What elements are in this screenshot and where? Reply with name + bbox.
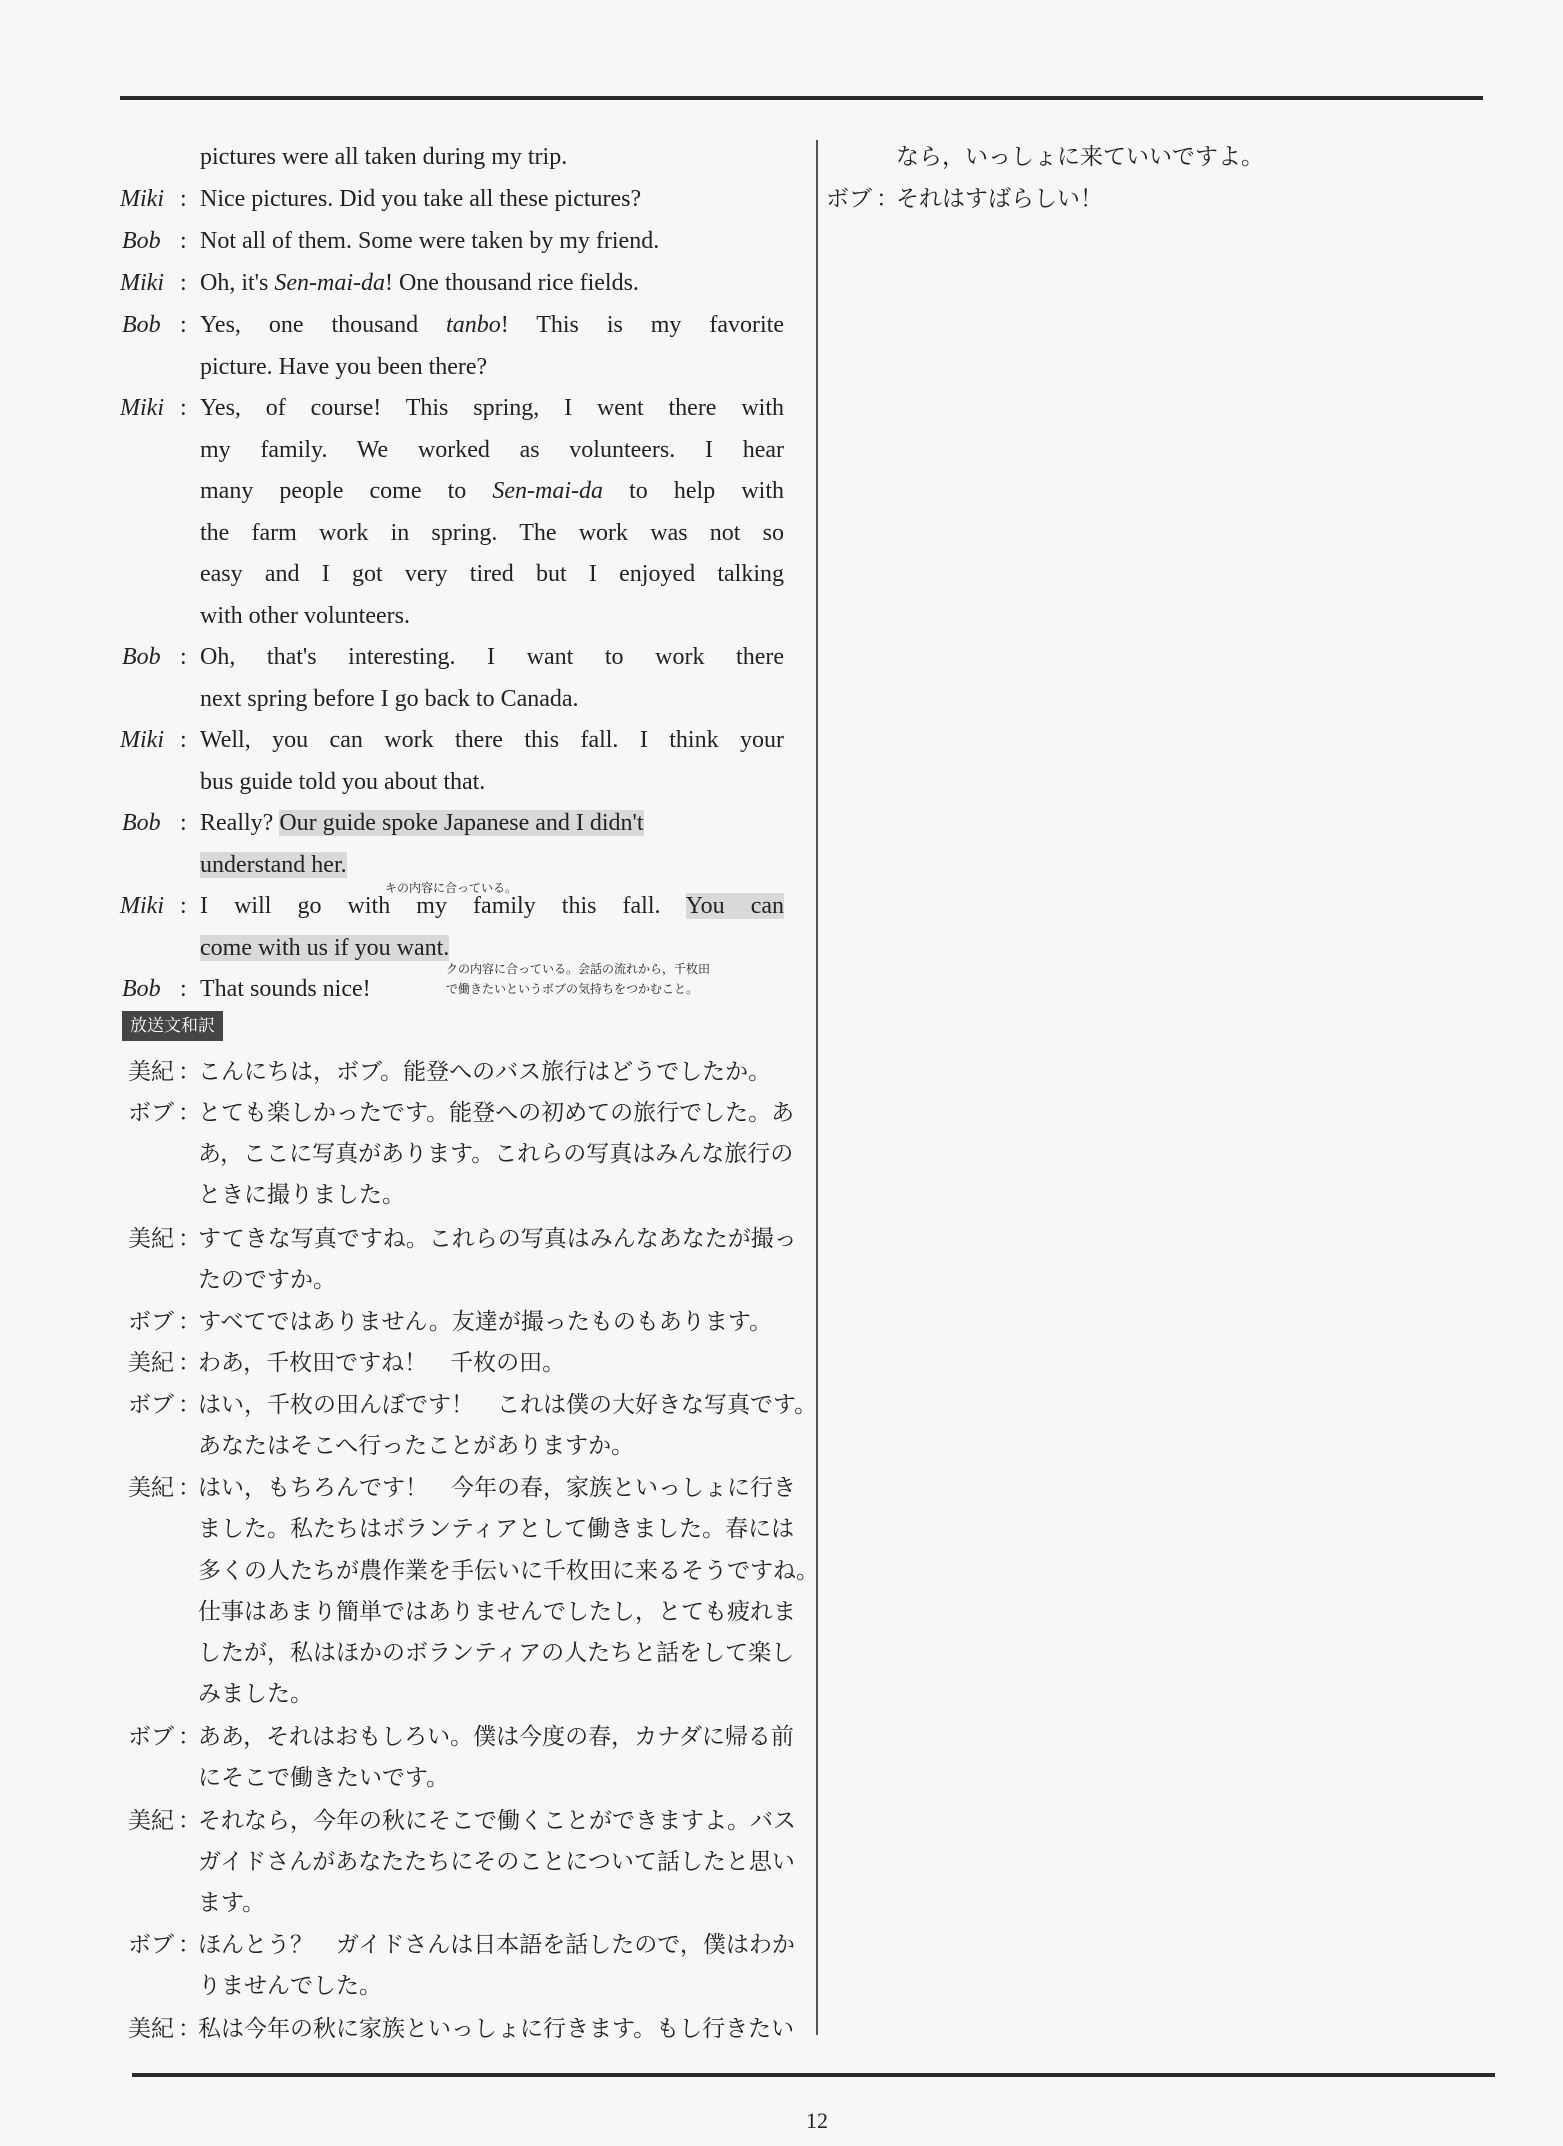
translation-line: すてきな写真ですね。これらの写真はみんなあなたが撮っ	[198, 1226, 797, 1252]
dialogue-continuation: pictures were all taken during my trip.	[200, 144, 568, 170]
translation-line: みました。	[198, 1681, 313, 1707]
colon: ：	[178, 1100, 201, 1126]
dialogue-line: picture. Have you been there?	[200, 354, 488, 380]
colon: ：	[178, 2016, 201, 2042]
dialogue-line: I will go with my family this fall. You can	[200, 893, 785, 919]
page-number: 12	[806, 2108, 828, 2133]
speaker-miki-jp: 美紀	[128, 1059, 174, 1085]
speaker-miki-jp: 美紀	[128, 1226, 174, 1252]
speaker-bob-jp: ボブ	[128, 1100, 174, 1126]
dialogue-line: Really? Our guide spoke Japanese and I didn't	[200, 810, 644, 836]
dialogue-line: Yes, of course! This spring, I went there with	[200, 395, 784, 421]
column-divider	[816, 140, 818, 2035]
dialogue-line	[200, 931, 449, 965]
speaker-miki: Miki	[120, 893, 164, 919]
translation-line: ました。私たちはボランティアとして働きました。春には	[198, 1516, 795, 1542]
dialogue-line: the farm work in spring. The work was not so	[200, 520, 784, 546]
dialogue-line: Yes, one thousand tanbo! This is my favorite	[200, 312, 784, 338]
speaker-miki: Miki	[120, 270, 164, 296]
colon: :	[180, 976, 187, 1002]
speaker-miki: Miki	[120, 186, 164, 212]
colon: :	[180, 228, 187, 254]
speaker-bob-jp: ボブ	[128, 1392, 174, 1418]
translation-line: りませんでした。	[198, 1973, 382, 1999]
dialogue-line: That sounds nice!	[200, 976, 371, 1002]
translation-line: あ，ここに写真があります。これらの写真はみんな旅行の	[198, 1141, 794, 1167]
speaker-bob: Bob	[122, 228, 161, 254]
translation-line: こんにちは，ボブ。能登へのバス旅行はどうでしたか。	[198, 1059, 772, 1085]
translation-line: すべてではありません。友達が撮ったものもあります。	[198, 1309, 773, 1335]
speaker-bob: Bob	[122, 644, 161, 670]
dialogue-line: many people come to Sen-mai-da to help with	[200, 478, 784, 504]
translation-line: 仕事はあまり簡単ではありませんでしたし，とても疲れま	[198, 1599, 796, 1625]
colon: :	[180, 312, 187, 338]
translation-line: はい，もちろんです！ 今年の春，家族といっしょに行き	[198, 1475, 796, 1501]
answer-note-ki: キの内容に合っている。	[385, 881, 518, 895]
translation-line: わあ，千枚田ですね！ 千枚の田。	[198, 1350, 566, 1376]
speaker-miki-jp: 美紀	[128, 1808, 174, 1834]
colon: ：	[178, 1808, 201, 1834]
dialogue-line	[200, 848, 347, 882]
translation-line: ほんとう？ ガイドさんは日本語を話したので，僕はわか	[198, 1932, 795, 1958]
colon: ：	[178, 1350, 201, 1376]
colon: ：	[178, 1309, 201, 1335]
speaker-bob: Bob	[122, 976, 161, 1002]
speaker-miki-jp: 美紀	[128, 1350, 174, 1376]
dialogue-line: next spring before I go back to Canada.	[200, 686, 579, 712]
translation-line: にそこで働きたいです。	[198, 1765, 450, 1791]
highlighted-text: understand her.	[200, 852, 347, 878]
translation-line: なら，いっしょに来ていいですよ。	[896, 144, 1264, 170]
colon: :	[180, 270, 187, 296]
answer-note-ku: クの内容に合っている。会話の流れから，千枚田	[446, 962, 711, 976]
colon: :	[180, 727, 187, 753]
speaker-miki: Miki	[120, 395, 164, 421]
highlighted-text: Our guide spoke Japanese and I didn't	[279, 810, 644, 836]
top-rule	[120, 96, 1483, 100]
dialogue-line: easy and I got very tired but I enjoyed talking	[200, 561, 784, 587]
translation-line: ときに撮りました。	[198, 1182, 405, 1208]
colon: ：	[178, 1226, 201, 1252]
translation-line: それなら，今年の秋にそこで働くことができますよ。バス	[198, 1808, 796, 1834]
dialogue-line: bus guide told you about that.	[200, 769, 486, 795]
dialogue-line: Well, you can work there this fall. I think your	[200, 727, 784, 753]
translation-line: はい，千枚の田んぼです！ これは僕の大好きな写真です。	[198, 1392, 818, 1418]
translation-label: 放送文和訳	[122, 1011, 223, 1041]
colon: :	[180, 893, 187, 919]
translation-line: 私は今年の秋に家族といっしょに行きます。もし行きたい	[198, 2016, 795, 2042]
colon: ：	[178, 1059, 201, 1085]
colon: ：	[876, 186, 899, 212]
translation-line: とても楽しかったです。能登への初めての旅行でした。あ	[198, 1100, 795, 1126]
translation-line: 多くの人たちが農作業を手伝いに千枚田に来るそうですね。	[198, 1558, 819, 1584]
highlighted-text: You can	[685, 893, 785, 919]
colon: :	[180, 644, 187, 670]
speaker-bob: Bob	[122, 810, 161, 836]
colon: ：	[178, 1475, 201, 1501]
dialogue-line: Not all of them. Some were taken by my friend.	[200, 228, 660, 254]
colon: :	[180, 186, 187, 212]
translation-line: ガイドさんがあなたたちにそのことについて話したと思い	[198, 1849, 795, 1875]
speaker-bob-jp: ボブ	[128, 1932, 174, 1958]
colon: ：	[178, 1724, 201, 1750]
highlighted-text: come with us if you want.	[200, 935, 450, 961]
speaker-bob: Bob	[122, 312, 161, 338]
speaker-bob-jp: ボブ	[826, 186, 872, 212]
dialogue-line: Nice pictures. Did you take all these pictures?	[200, 186, 642, 212]
dialogue-line: with other volunteers.	[200, 603, 410, 629]
colon: :	[180, 810, 187, 836]
colon: :	[180, 395, 187, 421]
dialogue-line: Oh, that's interesting. I want to work there	[200, 644, 784, 670]
translation-line: あなたはそこへ行ったことがありますか。	[198, 1433, 635, 1459]
dialogue-line: Oh, it's Sen-mai-da! One thousand rice fields.	[200, 270, 639, 296]
speaker-miki: Miki	[120, 727, 164, 753]
speaker-miki-jp: 美紀	[128, 2016, 174, 2042]
translation-line: ああ，それはおもしろい。僕は今度の春，カナダに帰る前	[198, 1724, 794, 1750]
translation-line: それはすばらしい！	[896, 186, 1103, 212]
dialogue-line: my family. We worked as volunteers. I hear	[200, 437, 784, 463]
speaker-bob-jp: ボブ	[128, 1309, 174, 1335]
translation-line: たのですか。	[198, 1267, 336, 1293]
bleed-through	[1130, 970, 1136, 996]
colon: ：	[178, 1932, 201, 1958]
answer-note-ku: で働きたいというボブの気持ちをつかむこと。	[446, 982, 699, 996]
bottom-rule	[132, 2073, 1495, 2077]
speaker-miki-jp: 美紀	[128, 1475, 174, 1501]
translation-line: したが，私はほかのボランティアの人たちと話をして楽し	[198, 1640, 795, 1666]
speaker-bob-jp: ボブ	[128, 1724, 174, 1750]
translation-line: ます。	[198, 1890, 266, 1916]
colon: ：	[178, 1392, 201, 1418]
